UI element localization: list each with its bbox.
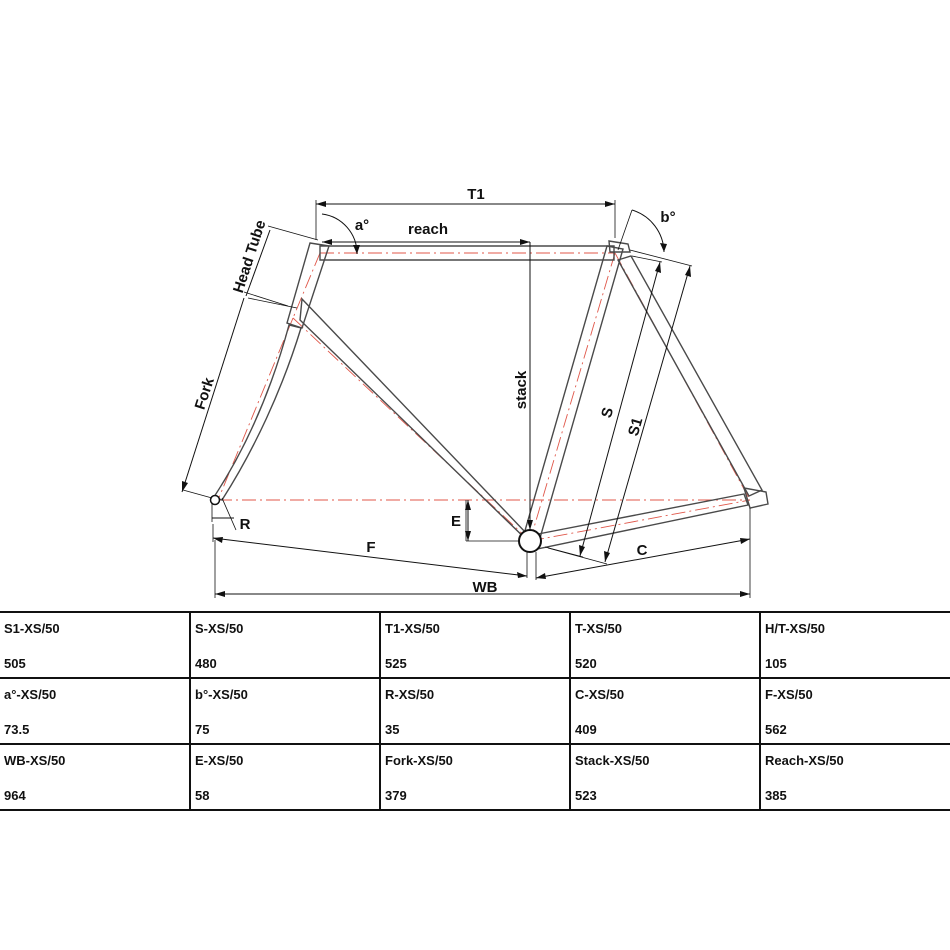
label-s1: S1 [624,415,647,438]
cell-value: 964 [4,788,26,803]
cell-value: 523 [575,788,597,803]
cell-label: Fork-XS/50 [385,753,453,768]
cell-value: 35 [385,722,400,737]
label-wb: WB [472,579,498,596]
cell-label: R-XS/50 [385,687,435,702]
cell-value: 105 [765,656,787,671]
cell-label: a°-XS/50 [4,687,57,702]
cell-value: 520 [575,656,597,671]
chain-stay [533,494,748,549]
cell-value: 385 [765,788,787,803]
label-s: S [598,405,618,420]
table-row [0,744,950,810]
cell-label: b°-XS/50 [195,687,248,702]
cell-value: 562 [765,722,787,737]
label-e: E [450,513,462,530]
cell-label: E-XS/50 [195,753,244,768]
table-cell [190,744,380,810]
cell-label: S1-XS/50 [4,621,60,636]
dimension-fork [182,298,244,498]
table-row [0,612,950,678]
cell-value: 75 [195,722,210,737]
table-cell [0,744,190,810]
table-cell [570,678,760,744]
label-b-angle: b° [660,209,676,226]
head-tube [287,243,329,328]
table-cell [0,612,190,678]
cell-label: T1-XS/50 [385,621,440,636]
label-r: R [239,516,251,533]
table-cell [760,744,950,810]
seat-stay [618,256,762,496]
dimension-s1 [548,250,692,564]
cell-value: 525 [385,656,407,671]
cell-label: H/T-XS/50 [765,621,825,636]
table-cell [570,612,760,678]
cell-label: S-XS/50 [195,621,244,636]
table-cell [380,612,570,678]
cell-value: 505 [4,656,26,671]
table-cell [760,678,950,744]
table-row [0,678,950,744]
cell-label: WB-XS/50 [4,753,66,768]
bottom-bracket [519,530,541,552]
cell-value: 409 [575,722,597,737]
label-a-angle: a° [354,217,370,234]
label-head-tube: Head Tube [229,218,270,296]
label-fork: Fork [191,375,218,412]
table-cell [380,678,570,744]
table-cell [760,612,950,678]
label-reach: reach [407,221,449,238]
down-tube [300,299,534,547]
cell-label: Reach-XS/50 [765,753,844,768]
table-cell [190,612,380,678]
table-cell [190,678,380,744]
label-t1: T1 [467,186,485,203]
cell-label: Stack-XS/50 [575,753,650,768]
cell-value: 379 [385,788,407,803]
table-cell [0,678,190,744]
label-f: F [366,539,376,556]
cell-label: F-XS/50 [765,687,813,702]
cell-value: 73.5 [4,722,30,737]
frame-tubes [211,241,769,552]
geometry-spec-table [0,611,950,811]
label-stack: stack [513,370,530,410]
cell-label: T-XS/50 [575,621,622,636]
table-cell [570,744,760,810]
cell-label: C-XS/50 [575,687,625,702]
table-cell [380,744,570,810]
cell-value: 58 [195,788,210,803]
cell-value: 480 [195,656,217,671]
label-c: C [636,542,648,559]
dimension-reach [322,239,530,245]
